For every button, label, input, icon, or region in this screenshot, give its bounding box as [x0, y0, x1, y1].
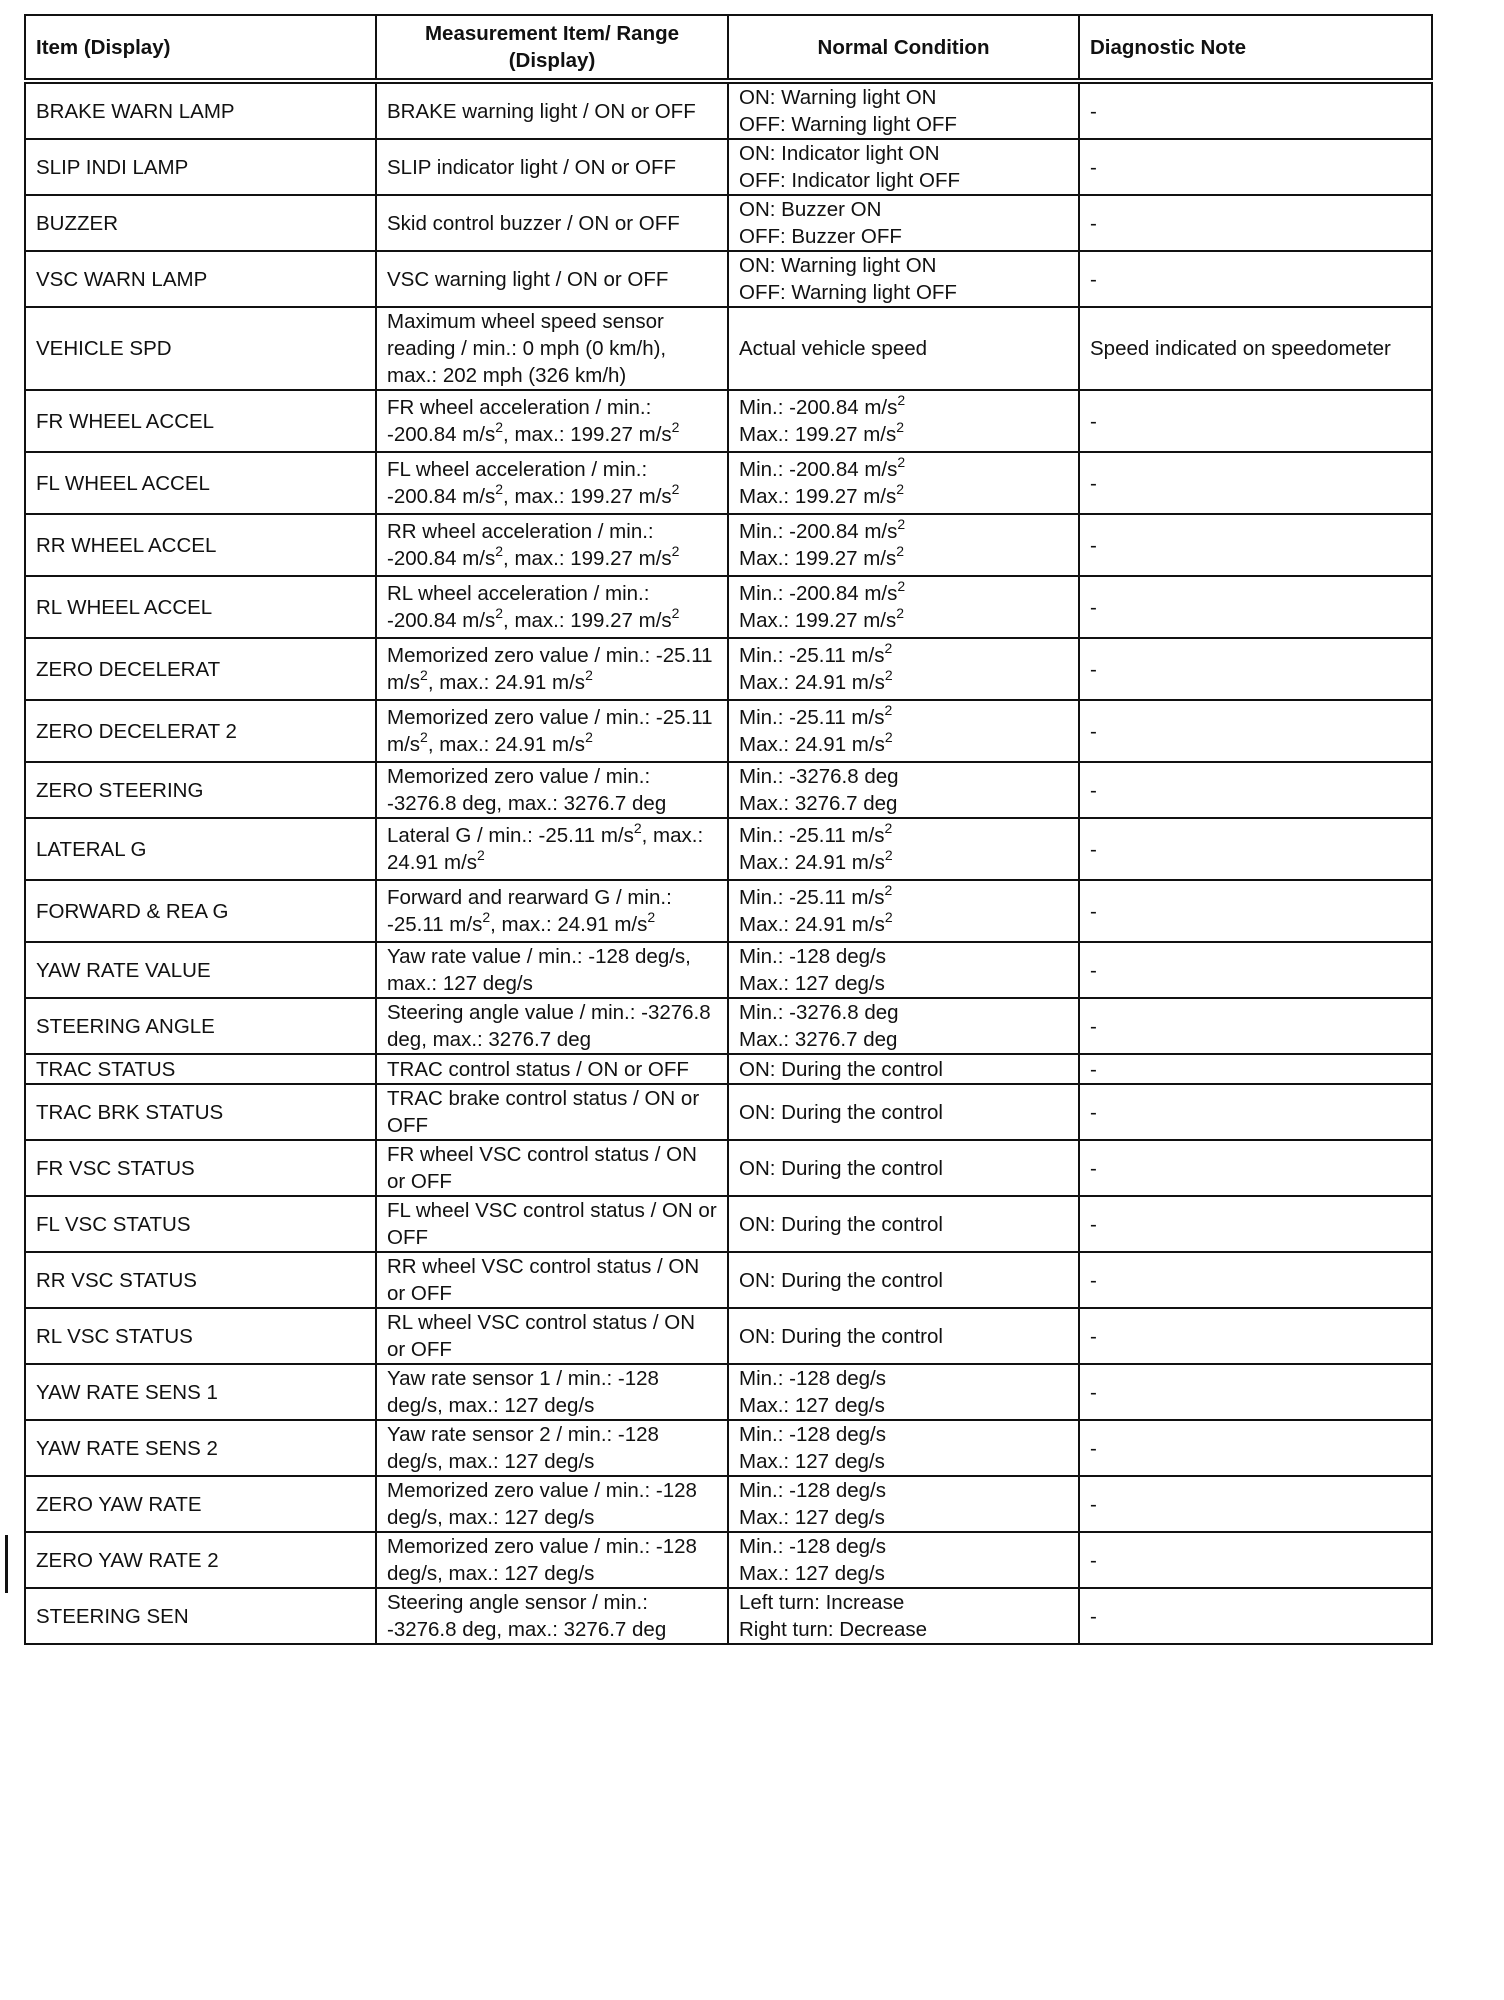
normal-condition-cell: [728, 307, 1079, 390]
measurement-cell: [376, 1196, 728, 1252]
normal-condition-line: Right turn: Decrease: [739, 1618, 928, 1641]
diagnostic-note-cell: Speed indicated on speedometer: [1079, 307, 1432, 390]
table-row: [25, 1308, 1432, 1364]
measurement-text: Yaw rate sensor 2 / min.: -128 deg/s, max.: 127 deg/s: [387, 1423, 659, 1473]
table-row: [25, 1084, 1432, 1140]
normal-condition-cell: [728, 638, 1079, 700]
item-cell: STEERING SEN: [25, 1588, 376, 1644]
normal-condition-cell: [728, 1140, 1079, 1196]
measurement-cell: [376, 576, 728, 638]
normal-condition-line: Min.: -200.84 $m/s^2$: [739, 392, 906, 419]
measurement-text: Yaw rate sensor 1 / min.: -128 deg/s, max.: 127 deg/s: [387, 1367, 659, 1417]
item-cell: LATERAL G: [25, 818, 376, 880]
measurement-cell: [376, 514, 728, 576]
header-measurement-line2: Range (Display): [508, 22, 680, 72]
normal-condition-line: Min.: -25.11 $m/s^2$: [739, 640, 893, 667]
table-row: [25, 1532, 1432, 1588]
measurement-text: Yaw rate value / min.: -128 deg/s, max.: 127 deg/s: [387, 945, 691, 995]
measurement-text: RL wheel VSC control status / ON or OFF: [387, 1311, 696, 1361]
table-row: [25, 514, 1432, 576]
item-cell: YAW RATE SENS 2: [25, 1420, 376, 1476]
table-row: [25, 195, 1432, 251]
measurement-cell: [376, 307, 728, 390]
normal-condition-cell: [728, 251, 1079, 307]
item-cell: RL VSC STATUS: [25, 1308, 376, 1364]
normal-condition-cell: [728, 1588, 1079, 1644]
item-cell: BUZZER: [25, 195, 376, 251]
measurement-cell: [376, 818, 728, 880]
normal-condition-line: Max.: 24.91 $m/s^2$: [739, 909, 893, 936]
measurement-text: TRAC brake control status / ON or OFF: [387, 1087, 700, 1137]
normal-condition-cell: [728, 1196, 1079, 1252]
item-cell: ZERO DECELERAT 2: [25, 700, 376, 762]
table-row: [25, 1476, 1432, 1532]
measurement-text: TRAC control status / ON or OFF: [387, 1057, 689, 1081]
normal-condition-line: ON: Warning light ON: [739, 86, 937, 109]
table-row: [25, 139, 1432, 195]
normal-condition-line: Min.: -200.84 $m/s^2$: [739, 454, 906, 481]
table-row: [25, 1140, 1432, 1196]
normal-condition-line: ON: During the control: [739, 1268, 943, 1292]
measurement-cell: [376, 700, 728, 762]
normal-condition-cell: [728, 139, 1079, 195]
normal-condition-line: Max.: 24.91 $m/s^2$: [739, 729, 893, 756]
normal-condition-line: Max.: 199.27 $m/s^2$: [739, 605, 905, 632]
normal-condition-cell: [728, 514, 1079, 576]
diagnostic-note-cell: -: [1079, 762, 1432, 818]
normal-condition-cell: [728, 942, 1079, 998]
diagnostic-note-cell: -: [1079, 638, 1432, 700]
table-row: [25, 998, 1432, 1054]
table-row: [25, 638, 1432, 700]
normal-condition-cell: [728, 818, 1079, 880]
normal-condition-line: Min.: -128 deg/s: [739, 1535, 886, 1558]
header-measurement: [376, 15, 728, 81]
item-cell: FR WHEEL ACCEL: [25, 390, 376, 452]
measurement-text: Steering angle sensor / min.: -3276.8 deg, max.: 3276.7 deg: [387, 1591, 667, 1641]
measurement-text: Lateral G / min.: -25.11 $m/s^2$, max.: 24.91 $m/s^2$: [387, 820, 704, 874]
diagnostic-note-cell: -: [1079, 1140, 1432, 1196]
normal-condition-line: Min.: -128 deg/s: [739, 945, 886, 968]
table-row: [25, 576, 1432, 638]
normal-condition-cell: [728, 1476, 1079, 1532]
diagnostic-note-cell: -: [1079, 452, 1432, 514]
measurement-cell: [376, 1308, 728, 1364]
table-row: [25, 1196, 1432, 1252]
normal-condition-line: Min.: -25.11 $m/s^2$: [739, 702, 893, 729]
diagnostic-note-cell: -: [1079, 1252, 1432, 1308]
table-row: [25, 942, 1432, 998]
normal-condition-line: ON: During the control: [739, 1212, 943, 1236]
normal-condition-cell: [728, 1364, 1079, 1420]
item-cell: STEERING ANGLE: [25, 998, 376, 1054]
normal-condition-cell: [728, 762, 1079, 818]
measurement-cell: [376, 880, 728, 942]
header-item: Item (Display): [25, 15, 376, 81]
diagnostic-note-cell: -: [1079, 942, 1432, 998]
measurement-cell: [376, 1532, 728, 1588]
measurement-cell: [376, 390, 728, 452]
normal-condition-line: Min.: -25.11 $m/s^2$: [739, 820, 893, 847]
measurement-text: BRAKE warning light / ON or OFF: [387, 99, 696, 123]
normal-condition-line: Min.: -200.84 $m/s^2$: [739, 578, 906, 605]
item-cell: TRAC BRK STATUS: [25, 1084, 376, 1140]
table-row: [25, 762, 1432, 818]
measurement-cell: [376, 1252, 728, 1308]
normal-condition-cell: [728, 880, 1079, 942]
diagnostic-note-cell: -: [1079, 514, 1432, 576]
table-row: [25, 81, 1432, 139]
measurement-cell: [376, 195, 728, 251]
normal-condition-cell: [728, 1054, 1079, 1084]
table-row: [25, 251, 1432, 307]
diagnostic-note-cell: -: [1079, 1420, 1432, 1476]
table-header-row: [25, 15, 1432, 81]
normal-condition-line: OFF: Buzzer OFF: [739, 225, 902, 248]
normal-condition-line: Left turn: Increase: [739, 1591, 905, 1614]
normal-condition-cell: [728, 390, 1079, 452]
diagnostic-note-cell: -: [1079, 1196, 1432, 1252]
item-cell: FORWARD & REA G: [25, 880, 376, 942]
diagnostic-note-cell: -: [1079, 1532, 1432, 1588]
table-row: [25, 1364, 1432, 1420]
item-cell: RR WHEEL ACCEL: [25, 514, 376, 576]
table-row: [25, 1588, 1432, 1644]
header-normal: Normal Condition: [728, 15, 1079, 81]
measurement-text: FR wheel VSC control status / ON or OFF: [387, 1143, 697, 1193]
revision-bar: [5, 1535, 8, 1593]
header-measurement-line1: Measurement Item/: [424, 22, 611, 45]
normal-condition-cell: [728, 1420, 1079, 1476]
measurement-cell: [376, 1588, 728, 1644]
item-cell: FL WHEEL ACCEL: [25, 452, 376, 514]
normal-condition-line: Max.: 127 deg/s: [739, 1562, 885, 1585]
diagnostic-note-cell: -: [1079, 818, 1432, 880]
normal-condition-line: Max.: 3276.7 deg: [739, 1028, 898, 1051]
table-row: [25, 452, 1432, 514]
measurement-text: Memorized zero value / min.: -3276.8 deg, max.: 3276.7 deg: [387, 765, 667, 815]
normal-condition-line: Max.: 127 deg/s: [739, 1394, 885, 1417]
item-cell: BRAKE WARN LAMP: [25, 81, 376, 139]
normal-condition-line: OFF: Warning light OFF: [739, 113, 957, 136]
diagnostic-note-cell: -: [1079, 700, 1432, 762]
normal-condition-cell: [728, 1532, 1079, 1588]
table-row: [25, 1252, 1432, 1308]
diagnostic-note-cell: -: [1079, 81, 1432, 139]
measurement-text: Skid control buzzer / ON or OFF: [387, 211, 680, 235]
normal-condition-line: Max.: 24.91 $m/s^2$: [739, 667, 893, 694]
measurement-cell: [376, 139, 728, 195]
measurement-cell: [376, 452, 728, 514]
item-cell: ZERO STEERING: [25, 762, 376, 818]
measurement-text: Maximum wheel speed sensor reading / min.: 0 mph (0 km/h), max.: 202 mph (326 km/h): [387, 310, 667, 387]
diagnostic-note-cell: -: [1079, 1364, 1432, 1420]
item-cell: RR VSC STATUS: [25, 1252, 376, 1308]
measurement-text: Memorized zero value / min.: -25.11 $m/s^2$, max.: 24.91 $m/s^2$: [387, 706, 713, 756]
diagnostic-note-cell: -: [1079, 195, 1432, 251]
measurement-cell: [376, 998, 728, 1054]
item-cell: YAW RATE VALUE: [25, 942, 376, 998]
normal-condition-line: Min.: -128 deg/s: [739, 1367, 886, 1390]
diagnostic-note-cell: -: [1079, 390, 1432, 452]
item-cell: TRAC STATUS: [25, 1054, 376, 1084]
normal-condition-line: ON: During the control: [739, 1100, 943, 1124]
diagnostic-note-cell: -: [1079, 880, 1432, 942]
measurement-cell: [376, 251, 728, 307]
normal-condition-line: Min.: -200.84 $m/s^2$: [739, 516, 906, 543]
normal-condition-line: ON: During the control: [739, 1156, 943, 1180]
measurement-text: Steering angle value / min.: -3276.8 deg, max.: 3276.7 deg: [387, 1001, 711, 1051]
item-cell: ZERO YAW RATE 2: [25, 1532, 376, 1588]
normal-condition-cell: [728, 998, 1079, 1054]
normal-condition-line: Max.: 3276.7 deg: [739, 792, 898, 815]
normal-condition-line: Max.: 199.27 $m/s^2$: [739, 481, 905, 508]
normal-condition-cell: [728, 1084, 1079, 1140]
measurement-text: Memorized zero value / min.: -128 deg/s, max.: 127 deg/s: [387, 1479, 697, 1529]
diagnostic-note-cell: -: [1079, 1308, 1432, 1364]
normal-condition-line: ON: During the control: [739, 1324, 943, 1348]
measurement-cell: [376, 81, 728, 139]
measurement-text: Memorized zero value / min.: -128 deg/s, max.: 127 deg/s: [387, 1535, 697, 1585]
measurement-text: Memorized zero value / min.: -25.11 $m/s^2$, max.: 24.91 $m/s^2$: [387, 644, 713, 694]
item-cell: FL VSC STATUS: [25, 1196, 376, 1252]
header-note: Diagnostic Note: [1079, 15, 1432, 81]
normal-condition-line: Max.: 24.91 $m/s^2$: [739, 847, 893, 874]
measurement-cell: [376, 1054, 728, 1084]
normal-condition-cell: [728, 452, 1079, 514]
measurement-text: RL wheel acceleration / min.: -200.84 $m/s^2$, max.: 199.27 $m/s^2$: [387, 582, 680, 632]
diagnostic-note-cell: -: [1079, 1054, 1432, 1084]
measurement-cell: [376, 942, 728, 998]
normal-condition-line: Max.: 127 deg/s: [739, 1450, 885, 1473]
normal-condition-line: Max.: 127 deg/s: [739, 972, 885, 995]
table-row: [25, 818, 1432, 880]
normal-condition-line: Min.: -25.11 $m/s^2$: [739, 882, 893, 909]
table-row: [25, 1420, 1432, 1476]
measurement-text: FL wheel VSC control status / ON or OFF: [387, 1199, 717, 1249]
measurement-text: FR wheel acceleration / min.: -200.84 $m/s^2$, max.: 199.27 $m/s^2$: [387, 396, 680, 446]
normal-condition-line: Min.: -128 deg/s: [739, 1423, 886, 1446]
normal-condition-line: Actual vehicle speed: [739, 337, 928, 360]
measurement-cell: [376, 762, 728, 818]
item-cell: VEHICLE SPD: [25, 307, 376, 390]
table-row: [25, 307, 1432, 390]
normal-condition-cell: [728, 195, 1079, 251]
normal-condition-line: Min.: -128 deg/s: [739, 1479, 886, 1502]
normal-condition-cell: [728, 1252, 1079, 1308]
measurement-cell: [376, 1476, 728, 1532]
table-body: [25, 81, 1432, 1644]
measurement-text: VSC warning light / ON or OFF: [387, 267, 669, 291]
normal-condition-line: Min.: -3276.8 deg: [739, 765, 899, 788]
diagnostic-note-cell: -: [1079, 1084, 1432, 1140]
item-cell: FR VSC STATUS: [25, 1140, 376, 1196]
item-cell: VSC WARN LAMP: [25, 251, 376, 307]
diagnostic-note-cell: -: [1079, 1476, 1432, 1532]
table-row: [25, 880, 1432, 942]
measurement-text: RR wheel VSC control status / ON or OFF: [387, 1255, 700, 1305]
normal-condition-cell: [728, 81, 1079, 139]
normal-condition-line: OFF: Indicator light OFF: [739, 169, 960, 192]
normal-condition-line: ON: Indicator light ON: [739, 142, 940, 165]
normal-condition-line: ON: During the control: [739, 1057, 943, 1081]
table-row: [25, 390, 1432, 452]
normal-condition-line: Max.: 199.27 $m/s^2$: [739, 543, 905, 570]
normal-condition-cell: [728, 576, 1079, 638]
normal-condition-line: Max.: 199.27 $m/s^2$: [739, 419, 905, 446]
table-row: [25, 1054, 1432, 1084]
normal-condition-line: ON: Buzzer ON: [739, 198, 882, 221]
diagnostic-note-cell: -: [1079, 576, 1432, 638]
normal-condition-line: Max.: 127 deg/s: [739, 1506, 885, 1529]
item-cell: ZERO YAW RATE: [25, 1476, 376, 1532]
normal-condition-line: ON: Warning light ON: [739, 254, 937, 277]
normal-condition-line: OFF: Warning light OFF: [739, 281, 957, 304]
diagnostic-note-cell: -: [1079, 1588, 1432, 1644]
measurement-text: RR wheel acceleration / min.: -200.84 $m/s^2$, max.: 199.27 $m/s^2$: [387, 520, 680, 570]
diagnostic-note-cell: -: [1079, 251, 1432, 307]
normal-condition-cell: [728, 1308, 1079, 1364]
measurement-cell: [376, 638, 728, 700]
measurement-text: Forward and rearward G / min.: -25.11 $m/s^2$, max.: 24.91 $m/s^2$: [387, 886, 672, 936]
diagnostic-note-cell: -: [1079, 998, 1432, 1054]
item-cell: ZERO DECELERAT: [25, 638, 376, 700]
measurement-cell: [376, 1420, 728, 1476]
normal-condition-line: Min.: -3276.8 deg: [739, 1001, 899, 1024]
data-list-table: [24, 14, 1433, 1645]
measurement-cell: [376, 1140, 728, 1196]
measurement-cell: [376, 1364, 728, 1420]
item-cell: YAW RATE SENS 1: [25, 1364, 376, 1420]
measurement-text: FL wheel acceleration / min.: -200.84 $m/s^2$, max.: 199.27 $m/s^2$: [387, 458, 680, 508]
normal-condition-cell: [728, 700, 1079, 762]
measurement-cell: [376, 1084, 728, 1140]
item-cell: RL WHEEL ACCEL: [25, 576, 376, 638]
measurement-text: SLIP indicator light / ON or OFF: [387, 155, 677, 179]
diagnostic-note-cell: -: [1079, 139, 1432, 195]
table-row: [25, 700, 1432, 762]
item-cell: SLIP INDI LAMP: [25, 139, 376, 195]
